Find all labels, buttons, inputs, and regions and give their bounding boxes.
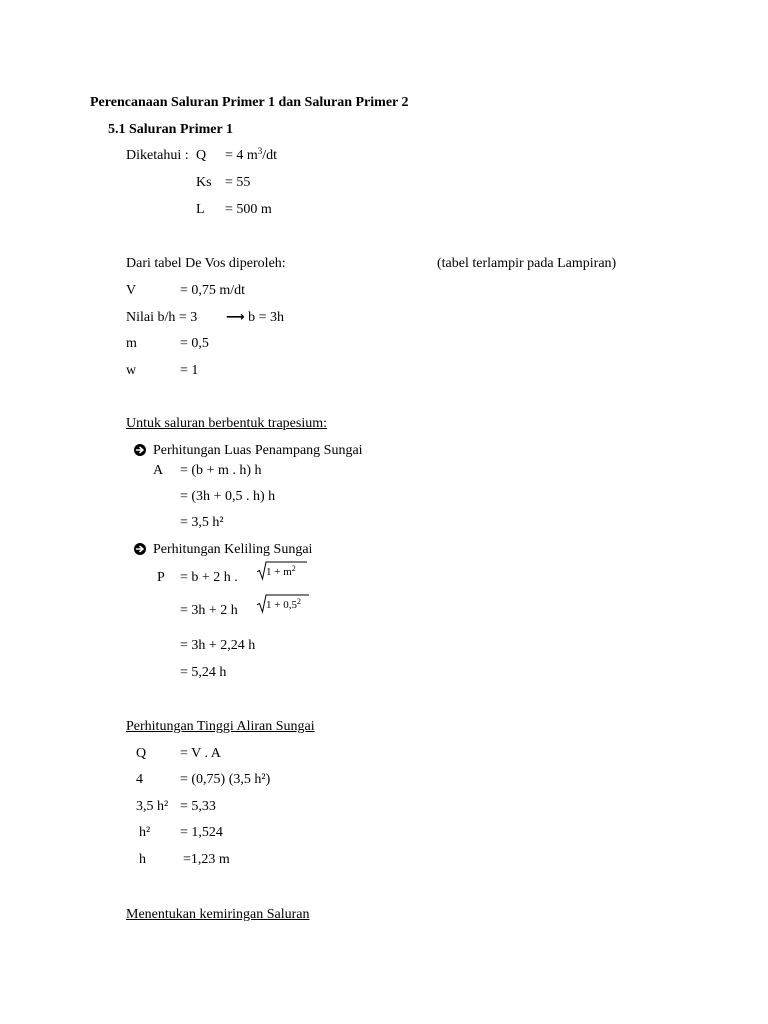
arrow-bullet-icon [133,542,147,561]
p-step-3: = 3h + 2,24 h [180,638,256,653]
tinggi-row-left: h [139,852,146,867]
a-step-3: = 3,5 h² [180,515,224,530]
m-value: = 0,5 [180,336,209,351]
tinggi-heading: Perhitungan Tinggi Aliran Sungai [126,719,315,734]
given-l-variable: L [196,202,205,217]
w-variable: w [126,363,137,378]
p-step-1: = b + 2 h . [180,570,238,585]
right-arrow-icon: ⟶ [226,310,245,325]
tinggi-row-right: = 5,33 [180,799,216,814]
arrow-bullet-icon [133,443,147,462]
a-step-1: = (b + m . h) h [180,463,262,478]
tinggi-row-right: = V . A [180,746,221,761]
given-q-value: = 4 $m^3/dt$ [225,146,278,163]
kemiringan-heading: Menentukan kemiringan Saluran [126,907,310,922]
p-step-2: = 3h + 2 h [180,603,238,618]
tinggi-row-right: = 1,524 [180,825,223,840]
given-q-superscript: 3 [257,146,263,156]
p-variable: P [157,570,165,585]
given-ks-variable: Ks [196,175,212,190]
devos-note: (tabel terlampir pada Lampiran) [437,256,617,271]
devos-text: Dari tabel De Vos diperoleh: [126,256,286,271]
given-ks-value: = 55 [225,175,251,190]
a-variable: A [153,463,164,478]
section-heading: 5.1 Saluran Primer 1 [108,122,233,137]
tinggi-row-right: =1,23 m [183,852,230,867]
keliling-heading: Perhitungan Keliling Sungai [153,542,313,557]
m-variable: m [126,336,137,351]
tinggi-row-left: h² [139,825,151,840]
v-value: = 0,75 m/dt [180,283,246,298]
given-label: Diketahui : [126,148,189,163]
w-value: = 1 [180,363,199,378]
tinggi-row-left: Q [136,746,147,761]
bh-value: ⟶ b = 3h [226,310,285,325]
bh-variable: Nilai b/h = 3 [126,310,198,325]
a-step-2: = (3h + 0,5 . h) h [180,489,276,504]
given-q-variable: Q [196,148,207,163]
tinggi-row-left: 4 [136,772,143,787]
v-variable: V [126,283,137,298]
tinggi-row-right: = (0,75) (3,5 h²) [180,772,271,787]
document-title: Perencanaan Saluran Primer 1 dan Saluran Primer 2 [90,95,409,110]
sqrt-one-plus-m-squared: $1 + m^2$ [257,560,307,582]
tinggi-row-left: 3,5 h² [136,799,169,814]
p-step-4: = 5,24 h [180,665,227,680]
given-l-value: = 500 m [225,202,272,217]
trapesium-heading: Untuk saluran berbentuk trapesium: [126,416,328,431]
sqrt-one-plus-half-squared: $1 + 0,5^2$ [257,593,309,615]
luas-heading: Perhitungan Luas Penampang Sungai [153,443,363,458]
